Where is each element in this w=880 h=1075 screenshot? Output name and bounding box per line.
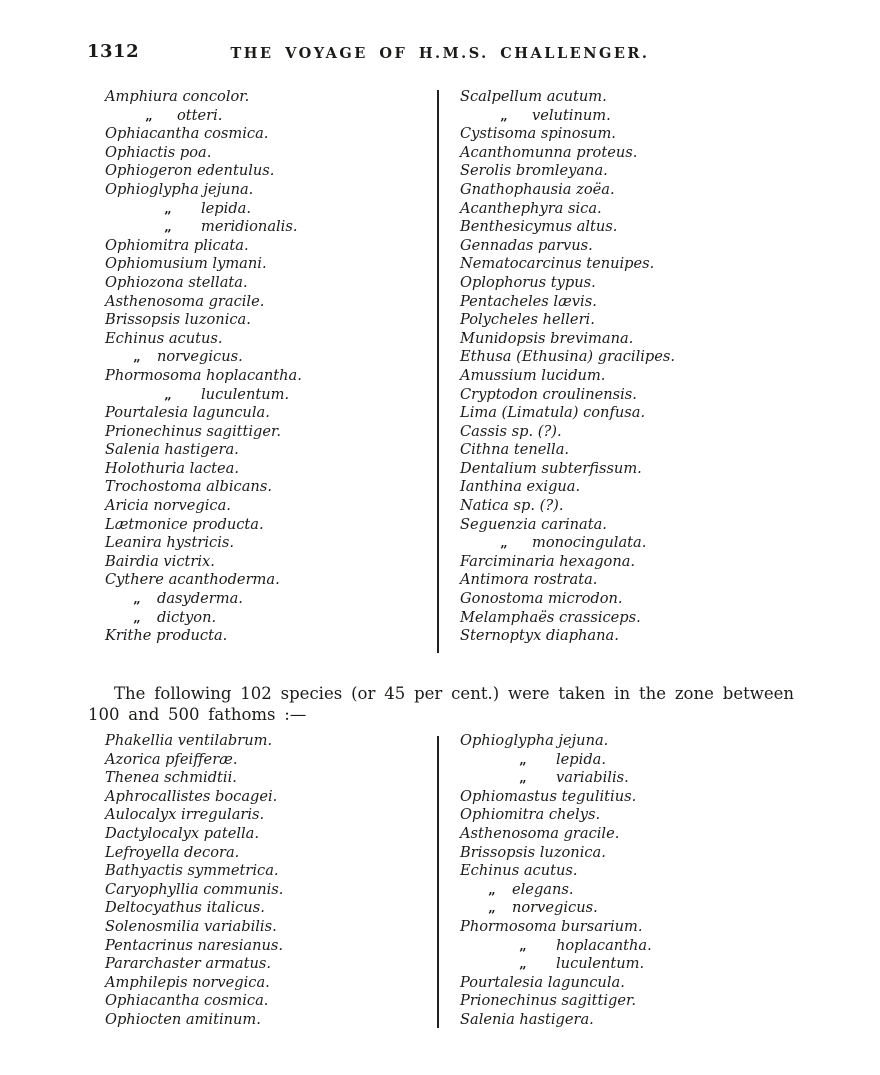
- ditto-mark: „: [488, 901, 496, 917]
- column-divider-rule-2: [437, 736, 439, 1028]
- species-item: [105, 609, 435, 628]
- species-epithet: otteri.: [177, 106, 223, 124]
- species-item: Deltocyathus italicus.: [105, 899, 265, 917]
- species-item: Gennadas parvus.: [460, 236, 593, 254]
- page-header-title: THE VOYAGE OF H.M.S. CHALLENGER.: [230, 45, 650, 62]
- species-item: Echinus acutus.: [460, 862, 578, 880]
- ditto-mark: „: [164, 220, 172, 236]
- intro-paragraph: The following 102 species (or 45 per cent.) were taken in the zone between 100 and 500 fathoms :—: [88, 683, 794, 724]
- species-item: Ophiomitra plicata.: [105, 236, 249, 254]
- species-item: Ophiogeron edentulus.: [105, 162, 275, 180]
- species-item: Munidopsis brevimana.: [460, 329, 634, 347]
- species-item: Leanira hystricis.: [105, 534, 235, 552]
- species-item: Ophiocten amitinum.: [105, 1010, 261, 1028]
- species-list-2-left-column: [105, 732, 435, 1030]
- species-item: Ianthina exigua.: [460, 478, 581, 496]
- species-epithet: hoplacantha.: [556, 936, 652, 954]
- species-list-1-left-column: [105, 88, 435, 646]
- species-item: Scalpellum acutum.: [460, 88, 607, 105]
- species-item: Serolis bromleyana.: [460, 162, 608, 180]
- species-list-1-right-column: [460, 88, 790, 646]
- species-item: [460, 107, 790, 126]
- ditto-mark: „: [133, 592, 141, 608]
- species-item: [460, 751, 790, 770]
- ditto-mark: „: [500, 536, 508, 552]
- species-item: [460, 899, 790, 918]
- species-item: [460, 769, 790, 788]
- species-item: Echinus acutus.: [105, 329, 223, 347]
- species-item: Bathyactis symmetrica.: [105, 862, 279, 880]
- species-item: Brissopsis luzonica.: [105, 311, 251, 329]
- species-item: Acanthephyra sica.: [460, 199, 602, 217]
- species-item: Solenosmilia variabilis.: [105, 917, 277, 935]
- species-item: Lefroyella decora.: [105, 843, 240, 861]
- species-item: [105, 590, 435, 609]
- species-item: [460, 955, 790, 974]
- species-item: Prionechinus sagittiger.: [460, 992, 637, 1010]
- ditto-mark: „: [519, 938, 527, 954]
- species-list-2-right-column: [460, 732, 790, 1030]
- species-item: Azorica pfeifferæ.: [105, 750, 238, 768]
- page-number: 1312: [87, 41, 140, 62]
- species-item: [105, 200, 435, 219]
- species-item: Farciminaria hexagona.: [460, 552, 636, 570]
- species-item: Phormosoma bursarium.: [460, 917, 643, 935]
- species-item: Pentacrinus naresianus.: [105, 936, 284, 954]
- species-item: Ophiomusium lymani.: [105, 255, 267, 273]
- species-item: Amphilepis norvegica.: [105, 973, 270, 991]
- species-epithet: lepida.: [201, 199, 251, 217]
- species-epithet: lepida.: [556, 750, 606, 768]
- species-item: Cythere acanthoderma.: [105, 571, 280, 589]
- species-item: Trochostoma albicans.: [105, 478, 272, 496]
- species-item: Amphiura concolor.: [105, 88, 250, 105]
- species-item: Cassis sp. (?).: [460, 422, 562, 440]
- species-item: Cystisoma spinosum.: [460, 125, 616, 143]
- species-item: [105, 107, 435, 126]
- species-item: Ophiozona stellata.: [105, 273, 248, 291]
- species-epithet: variabilis.: [556, 769, 629, 787]
- species-item: Ophiomitra chelys.: [460, 806, 601, 824]
- species-item: Phormosoma hoplacantha.: [105, 366, 302, 384]
- species-epithet: norvegicus.: [157, 348, 243, 366]
- species-item: [105, 218, 435, 237]
- species-item: Ophiomastus tegulitius.: [460, 787, 637, 805]
- species-item: Ophiacantha cosmica.: [105, 125, 269, 143]
- species-item: Prionechinus sagittiger.: [105, 422, 282, 440]
- species-item: [460, 937, 790, 956]
- species-item: Ophiacantha cosmica.: [105, 992, 269, 1010]
- species-item: Pourtalesia laguncula.: [460, 973, 625, 991]
- species-item: Lima (Limatula) confusa.: [460, 404, 646, 422]
- species-item: Oplophorus typus.: [460, 273, 596, 291]
- species-item: Gnathophausia zoëa.: [460, 180, 615, 198]
- species-item: Pourtalesia laguncula.: [105, 404, 270, 422]
- species-item: Gonostoma microdon.: [460, 590, 623, 608]
- ditto-mark: „: [519, 957, 527, 973]
- species-item: Ophioglypha jejuna.: [460, 732, 609, 749]
- species-item: Phakellia ventilabrum.: [105, 732, 273, 749]
- species-item: Antimora rostrata.: [460, 571, 598, 589]
- species-item: Lætmonice producta.: [105, 515, 264, 533]
- species-epithet: norvegicus.: [512, 899, 598, 917]
- species-item: Acanthomunna proteus.: [460, 143, 638, 161]
- species-item: Asthenosoma gracile.: [105, 292, 265, 310]
- species-item: Dactylocalyx patella.: [105, 824, 260, 842]
- species-epithet: meridionalis.: [201, 218, 298, 236]
- species-item: Bairdia victrix.: [105, 552, 215, 570]
- species-item: Cryptodon croulinensis.: [460, 385, 637, 403]
- species-epithet: luculentum.: [556, 955, 645, 973]
- ditto-mark: „: [133, 610, 141, 626]
- ditto-mark: „: [133, 350, 141, 366]
- species-item: Melamphaës crassiceps.: [460, 608, 641, 626]
- species-epithet: elegans.: [512, 880, 574, 898]
- species-epithet: velutinum.: [532, 106, 611, 124]
- species-item: Ophiactis poa.: [105, 143, 212, 161]
- species-item: [460, 534, 790, 553]
- column-divider-rule-1: [437, 90, 439, 653]
- species-epithet: dictyon.: [157, 608, 217, 626]
- species-epithet: luculentum.: [201, 385, 290, 403]
- species-item: Holothuria lactea.: [105, 459, 239, 477]
- species-item: [460, 881, 790, 900]
- species-item: Thenea schmidtii.: [105, 769, 237, 787]
- species-item: Dentalium subterfissum.: [460, 459, 642, 477]
- species-item: Cithna tenella.: [460, 441, 570, 459]
- species-item: Sternoptyx diaphana.: [460, 627, 619, 645]
- ditto-mark: „: [519, 752, 527, 768]
- species-item: Nematocarcinus tenuipes.: [460, 255, 655, 273]
- ditto-mark: „: [164, 387, 172, 403]
- species-item: Pararchaster armatus.: [105, 955, 272, 973]
- species-item: Aphrocallistes bocagei.: [105, 787, 278, 805]
- ditto-mark: „: [519, 771, 527, 787]
- species-epithet: dasyderma.: [157, 590, 243, 608]
- ditto-mark: „: [500, 108, 508, 124]
- species-item: Amussium lucidum.: [460, 366, 606, 384]
- species-item: Ophioglypha jejuna.: [105, 180, 254, 198]
- species-item: Benthesicymus altus.: [460, 218, 618, 236]
- ditto-mark: „: [164, 201, 172, 217]
- species-item: Krithe producta.: [105, 627, 228, 645]
- species-epithet: monocingulata.: [532, 534, 647, 552]
- species-item: Ethusa (Ethusina) gracilipes.: [460, 348, 676, 366]
- species-item: Caryophyllia communis.: [105, 880, 284, 898]
- species-item: Asthenosoma gracile.: [460, 824, 620, 842]
- species-item: Pentacheles lævis.: [460, 292, 597, 310]
- ditto-mark: „: [145, 108, 153, 124]
- species-item: [105, 348, 435, 367]
- species-item: Polycheles helleri.: [460, 311, 595, 329]
- species-item: Brissopsis luzonica.: [460, 843, 606, 861]
- species-item: Natica sp. (?).: [460, 497, 564, 515]
- species-item: Aulocalyx irregularis.: [105, 806, 265, 824]
- species-item: Salenia hastigera.: [105, 441, 239, 459]
- species-item: Seguenzia carinata.: [460, 515, 607, 533]
- species-item: [105, 386, 435, 405]
- ditto-mark: „: [488, 882, 496, 898]
- species-item: Salenia hastigera.: [460, 1010, 594, 1028]
- species-item: Aricia norvegica.: [105, 497, 231, 515]
